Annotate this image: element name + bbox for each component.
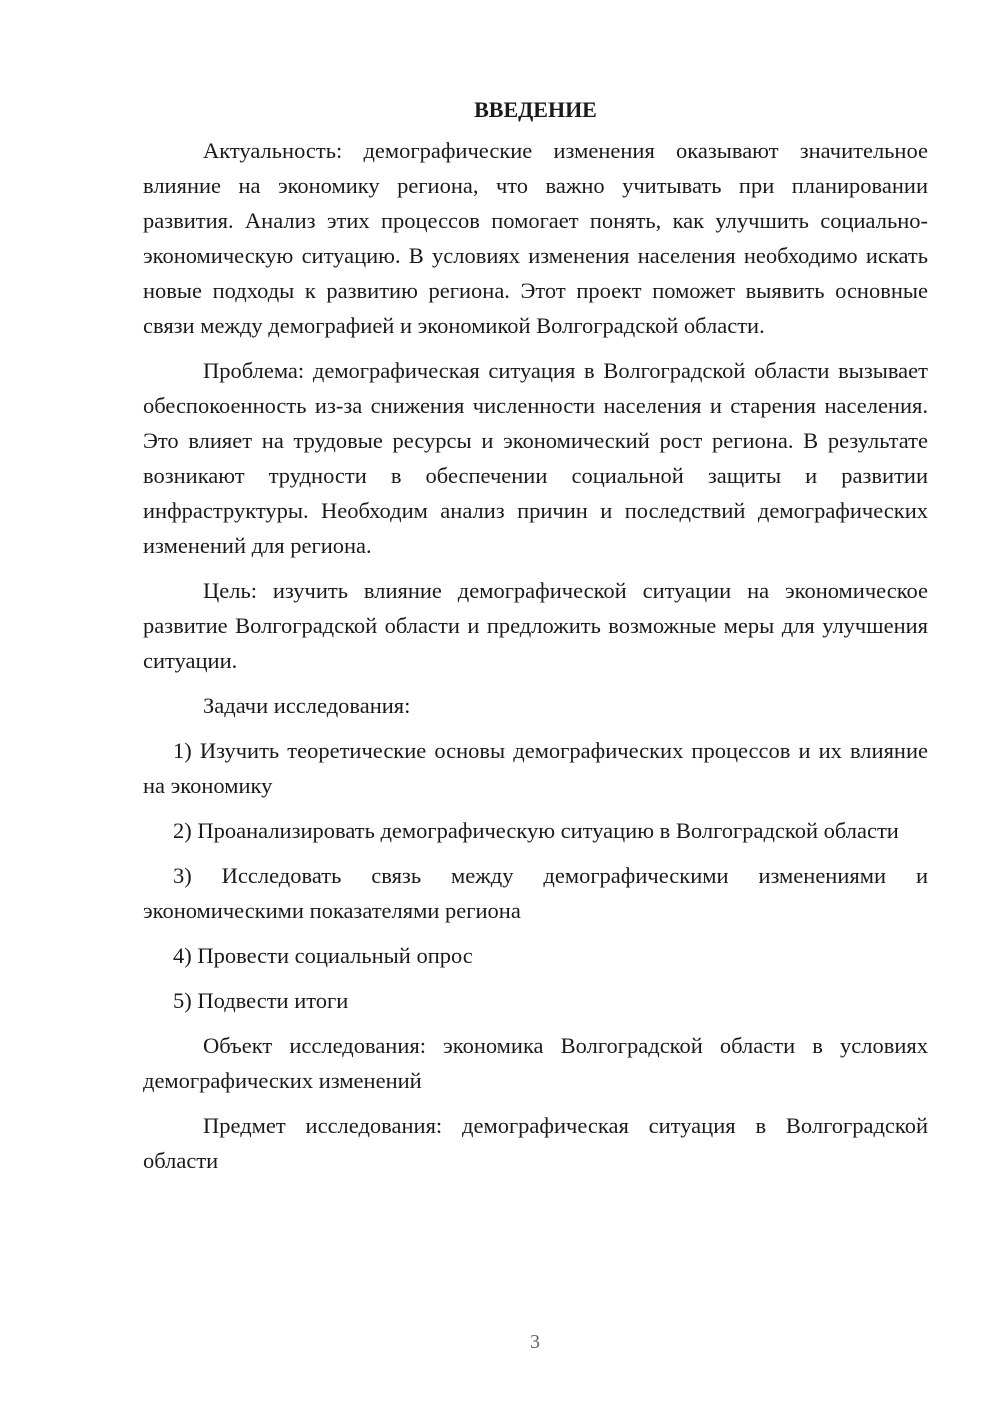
task-item-4: 4) Провести социальный опрос	[173, 943, 473, 968]
task-item-2: 2) Проанализировать демографическую ситуацию в Волгоградской области	[173, 818, 899, 843]
problem-paragraph: Проблема: демографическая ситуация в Волгоградской области вызывает обеспокоенность из-за снижения численности населения и старения населения. Это влияет на трудовые ресурсы и экономический рост региона. В результате возникают трудности в обеспечении социальной защиты и развитии инфраструктуры. Необходим анализ причин и последствий демографических изменений для региона.	[143, 358, 928, 558]
page-title: ВВЕДЕНИЕ	[474, 97, 597, 122]
goal-paragraph: Цель: изучить влияние демографической ситуации на экономическое развитие Волгоградской области и предложить возможные меры для улучшения ситуации.	[143, 578, 928, 673]
research-object-paragraph: Объект исследования: экономика Волгоградской области в условиях демографических изменений	[143, 1033, 928, 1093]
page-number: 3	[530, 1331, 540, 1353]
task-item-3: 3) Исследовать связь между демографическими изменениями и экономическими показателями региона	[143, 863, 928, 923]
task-item-5: 5) Подвести итоги	[173, 988, 349, 1013]
page-content	[143, 92, 928, 1188]
tasks-heading: Задачи исследования:	[203, 693, 411, 718]
task-item-1: 1) Изучить теоретические основы демографических процессов и их влияние на экономику	[143, 738, 928, 798]
relevance-paragraph: Актуальность: демографические изменения оказывают значительное влияние на экономику региона, что важно учитывать при планировании развития. Анализ этих процессов помогает понять, как улучшить социально-экономическую ситуацию. В условиях изменения населения необходимо искать новые подходы к развитию региона. Этот проект поможет выявить основные связи между демографией и экономикой Волгоградской области.	[143, 138, 928, 338]
research-subject-paragraph: Предмет исследования: демографическая ситуация в Волгоградской области	[143, 1113, 928, 1173]
